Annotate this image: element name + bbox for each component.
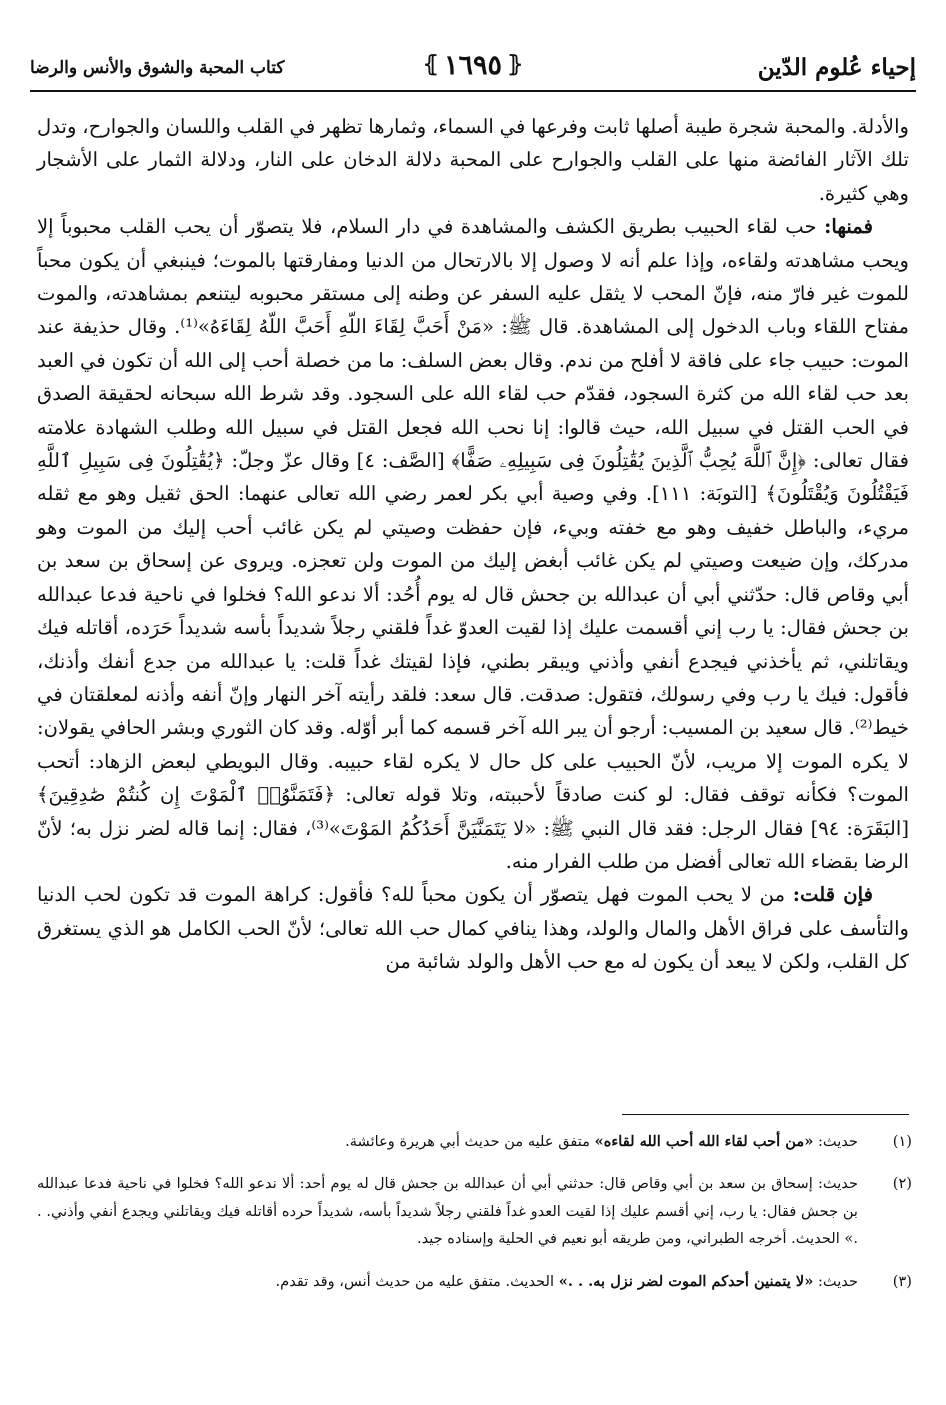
book-title: إحياء عُلوم الدّين [757, 54, 916, 81]
footnote-text: الحديث. متفق عليه من حديث أنس، وقد تقدم. [275, 1272, 555, 1290]
paragraph-2 [37, 210, 909, 878]
footnote-separator [622, 1114, 909, 1115]
footnote-prefix: حديث: [818, 1272, 858, 1290]
lead-word: فإن قلت: [792, 883, 874, 907]
left-ornament-icon: ⦃ [422, 51, 439, 77]
footnote-quote: «لا يتمنين أحدكم الموت لضر نزل به. . .» [558, 1272, 814, 1290]
footnote-item [37, 1170, 916, 1252]
footnote-quote: «من أحب لقاء الله أحب الله لقاءه» [594, 1133, 814, 1150]
footnote-prefix: حديث: [818, 1133, 858, 1150]
footnote-text: متفق عليه من حديث أبي هريرة وعائشة. [345, 1133, 591, 1150]
page-number: ١٦٩٥ [443, 50, 502, 81]
footnote-number: (١) [892, 1133, 912, 1150]
running-header [30, 50, 916, 92]
paragraph-3-text: من لا يحب الموت فهل يتصوّر أن يكون محباً لله؟ فأقول: كراهة الموت قد تكون لحب الدنيا والتأسف على فراق الأهل والمال والولد، وهذا ينافي كمال حب الله تعالى؛ لأنّ الحب الكامل هو الذي يستغرق كل القلب، ولكن لا يبعد أن يكون له مع حب الأهل والولد شائبة من [37, 883, 909, 974]
footnote-text: إسحاق بن سعد بن أبي وقاص قال: حدثني أبي أن عبدالله بن جحش قال له يوم أحد: ألا ندعو الله؟ فخلوا في ناحية فدعا عبدالله بن جحش فقال: يا رب، إني أقسم عليك إذا لقيت العدو غداً فلقني رجلاً شديداً بأسه، شديداً حرده أقاتله فيك ويقاتلني ويجدع أنفي وأذني. . .» الحديث. أخرجه الطبراني، ومن طريقه أبو نعيم في الحلية وإسناده جيد. [37, 1175, 858, 1248]
footnote-item [37, 1268, 916, 1295]
footnote-number: (٢) [892, 1175, 912, 1193]
footnotes [37, 1128, 916, 1310]
main-text [37, 110, 909, 979]
lead-word: فمنها: [824, 215, 873, 239]
footnote-number: (٣) [892, 1272, 912, 1290]
paragraph-2-text: حب لقاء الحبيب بطريق الكشف والمشاهدة في دار السلام، فلا يتصوّر أن يحب القلب محبوباً إلا ويحب مشاهدته ولقاءه، وإذا علم أنه لا وصول إلا بالارتحال من الدنيا ومفارقتها بالموت؛ فينبغي أن يكون محباً للموت غير فارّ منه، فإنّ المحب لا يثقل عليه السفر عن وطنه إلى مستقر محبوبه ليتنعم بمشاهدته، والموت مفتاح اللقاء وباب الدخول إلى المشاهدة. قال ﷺ: «مَنْ أَحَبَّ لِقَاءَ اللّهِ أَحَبَّ اللّهُ لِقَاءَهُ»⁽¹⁾. وقال حذيفة عند الموت: حبيب جاء على فاقة لا أفلح من ندم. وقال بعض السلف: ما من خصلة أحب إلى الله أن تكون في العبد بعد حب لقاء الله من كثرة السجود، فقدّم حب لقاء الله على السجود. وقد شرط الله سبحانه لحقيقة الصدق في الحب القتل في سبيل الله، حيث قالوا: إنا نحب الله فجعل القتل في سبيل الله وطلب الشهادة علامته فقال تعالى: ﴿إِنَّ ٱللَّهَ يُحِبُّ ٱلَّذِينَ يُقَٰتِلُونَ فِى سَبِيلِهِۦ صَفًّا﴾ [الصَّف: ٤] وقال عزّ وجلّ: ﴿يُقَٰتِلُونَ فِى سَبِيلِ ٱللَّهِ فَيَقْتُلُونَ وَيُقْتَلُونَ﴾ [التوبَة: ١١١]. وفي وصية أبي بكر لعمر رضي الله تعالى عنهما: الحق ثقيل وهو مع ثقله مريء، والباطل خفيف وهو مع خفته وبيء، فإن حفظت وصيتي لم يكن غائب أحب إليك من الموت وهو مدركك، وإن ضيعت وصيتي لم يكن غائب أبغض إليك من الموت ولن تعجزه. ويروى عن إسحاق بن سعد بن أبي وقاص قال: حدّثني أبي أن عبدالله بن جحش قال له يوم أُحُد: ألا ندعو الله؟ فخلوا في ناحية فدعا عبدالله بن جحش فقال: يا رب إني أقسمت عليك إذا لقيت العدوّ غداً فلقني رجلاً شديداً بأسه شديداً حَرَده، أقاتله فيك ويقاتلني، ثم يأخذني فيجدع أنفي وأذني ويبقر بطني، فإذا لقيتك غداً قلت: يا عبدالله من جدع أنفك وأذنك، فأقول: فيك يا رب وفي رسولك، فتقول: صدقت. قال سعد: فلقد رأيته آخر النهار وإنّ أنفه وأذنه لمعلقتان في خيط⁽²⁾. قال سعيد بن المسيب: أرجو أن يبر الله آخر قسمه كما أبر أوّله. وقد كان الثوري وبشر الحافي يقولان: لا يكره الموت إلا مريب، لأنّ الحبيب على كل حال لا يكره لقاء حبيبه. وقال البويطي لبعض الزهاد: أتحب الموت؟ فكأنه توقف فقال: لو كنت صادقاً لأحببته، وتلا قوله تعالى: ﴿فَتَمَنَّوُا۟ ٱلْمَوْتَ إِن كُنتُمْ صَٰدِقِينَ﴾ [البَقَرَة: ٩٤] فقال الرجل: فقد قال النبي ﷺ: «لا يَتَمَنَّيَنَّ أَحَدُكُمُ المَوْتَ»⁽³⁾، فقال: إنما قاله لضر نزل به؛ لأنّ الرضا بقضاء الله تعالى أفضل من طلب الفرار منه. [37, 215, 909, 873]
paragraph-3 [37, 878, 909, 978]
chapter-title: كتاب المحبة والشوق والأنس والرضا [30, 58, 285, 78]
footnote-prefix: حديث: [818, 1175, 858, 1193]
footnote-item [37, 1128, 916, 1155]
paragraph-1: والأدلة. والمحبة شجرة طيبة أصلها ثابت وفرعها في السماء، وثمارها تظهر في القلب واللسان والجوارح، وتدل تلك الآثار الفائضة منها على القلب والجوارح على المحبة دلالة الدخان على النار، ودلالة الثمار على الأشجار وهي كثيرة. [37, 115, 909, 205]
right-ornament-icon: ⦄ [507, 51, 524, 77]
